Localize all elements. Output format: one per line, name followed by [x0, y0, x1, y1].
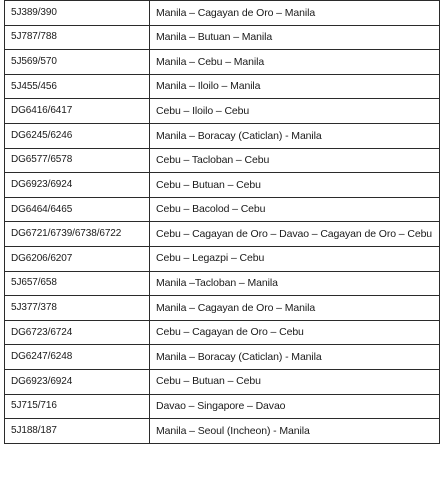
route-cell: Cebu – Tacloban – Cebu [150, 148, 440, 173]
table-row [5, 173, 440, 198]
route-cell: Manila – Boracay (Caticlan) - Manila [150, 123, 440, 148]
route-cell: Manila – Butuan – Manila [150, 25, 440, 50]
flight-number-cell: DG6923/6924 [5, 369, 150, 394]
flight-number-cell: 5J569/570 [5, 50, 150, 75]
flight-route-table [4, 0, 440, 444]
table-row [5, 25, 440, 50]
route-cell: Cebu – Butuan – Cebu [150, 369, 440, 394]
flight-number-cell: DG6206/6207 [5, 246, 150, 271]
flight-number-cell: 5J455/456 [5, 74, 150, 99]
flight-number-cell: DG6721/6739/6738/6722 [5, 222, 150, 247]
route-cell: Manila – Seoul (Incheon) - Manila [150, 419, 440, 444]
flight-number-cell: DG6923/6924 [5, 173, 150, 198]
route-cell: Manila – Cagayan de Oro – Manila [150, 1, 440, 26]
flight-number-cell: 5J389/390 [5, 1, 150, 26]
flight-number-cell: 5J715/716 [5, 394, 150, 419]
route-cell: Cebu – Butuan – Cebu [150, 173, 440, 198]
table-row [5, 123, 440, 148]
route-cell: Manila – Boracay (Caticlan) - Manila [150, 345, 440, 370]
flight-route-table-body [5, 1, 440, 444]
route-cell: Cebu – Iloilo – Cebu [150, 99, 440, 124]
table-row [5, 419, 440, 444]
route-cell: Cebu – Cagayan de Oro – Davao – Cagayan de Oro – Cebu [150, 222, 440, 247]
route-cell: Manila – Iloilo – Manila [150, 74, 440, 99]
flight-number-cell: DG6464/6465 [5, 197, 150, 222]
flight-number-cell: DG6416/6417 [5, 99, 150, 124]
table-row [5, 296, 440, 321]
table-row [5, 369, 440, 394]
route-cell: Cebu – Bacolod – Cebu [150, 197, 440, 222]
flight-number-cell: DG6247/6248 [5, 345, 150, 370]
flight-number-cell: DG6245/6246 [5, 123, 150, 148]
flight-number-cell: 5J377/378 [5, 296, 150, 321]
table-row [5, 222, 440, 247]
table-row [5, 148, 440, 173]
table-row [5, 345, 440, 370]
table-row [5, 99, 440, 124]
table-row [5, 50, 440, 75]
table-row [5, 1, 440, 26]
table-row [5, 197, 440, 222]
route-cell: Cebu – Cagayan de Oro – Cebu [150, 320, 440, 345]
flight-number-cell: 5J787/788 [5, 25, 150, 50]
table-row [5, 394, 440, 419]
route-cell: Manila – Cagayan de Oro – Manila [150, 296, 440, 321]
table-row [5, 271, 440, 296]
flight-number-cell: DG6577/6578 [5, 148, 150, 173]
flight-number-cell: 5J188/187 [5, 419, 150, 444]
flight-number-cell: 5J657/658 [5, 271, 150, 296]
route-cell: Manila –Tacloban – Manila [150, 271, 440, 296]
route-cell: Cebu – Legazpi – Cebu [150, 246, 440, 271]
table-row [5, 246, 440, 271]
flight-number-cell: DG6723/6724 [5, 320, 150, 345]
table-row [5, 320, 440, 345]
route-cell: Davao – Singapore – Davao [150, 394, 440, 419]
table-row [5, 74, 440, 99]
route-cell: Manila – Cebu – Manila [150, 50, 440, 75]
